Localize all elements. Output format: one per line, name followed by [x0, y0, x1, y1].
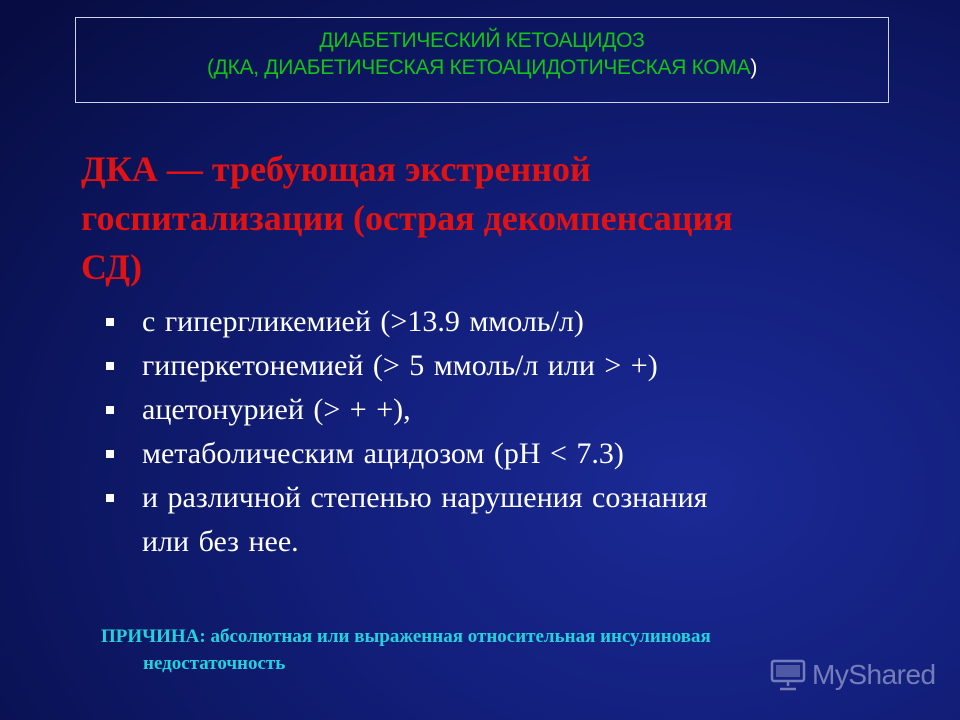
heading-line-3: СД) — [81, 247, 142, 287]
watermark-text: MyShared — [812, 659, 936, 690]
heading-line-2: госпитализации (острая декомпенсация — [81, 198, 733, 238]
bullet-item — [100, 476, 920, 564]
bullet-item — [100, 388, 920, 432]
square-bullet-icon — [106, 362, 114, 370]
square-bullet-icon — [106, 318, 114, 326]
bullet-item — [100, 432, 920, 476]
projector-screen-icon — [770, 658, 806, 692]
bullet-item — [100, 344, 920, 388]
bullet-text-continuation: или без нее. — [142, 525, 299, 558]
bullet-item — [100, 300, 920, 344]
bullet-text: и различной степенью нарушения сознания — [142, 481, 708, 514]
square-bullet-icon — [106, 406, 114, 414]
square-bullet-icon — [106, 450, 114, 458]
cause-line-2: недостаточность — [143, 653, 286, 674]
bullet-text: гиперкетонемией (> 5 ммоль/л или > +) — [142, 349, 658, 382]
watermark — [770, 655, 936, 695]
title-box — [75, 17, 889, 103]
bullet-text: с гипергликемией (>13.9 ммоль/л) — [142, 305, 584, 338]
title-closing-paren: ) — [750, 56, 758, 79]
cause-line-1: ПРИЧИНА: абсолютная или выраженная относительная инсулиновая — [101, 626, 711, 647]
bullet-list — [100, 300, 920, 564]
title-line-2 — [76, 54, 888, 81]
title-line-1: ДИАБЕТИЧЕСКИЙ КЕТОАЦИДОЗ — [319, 29, 645, 52]
title-line-2-text: (ДКА, ДИАБЕТИЧЕСКАЯ КЕТОАЦИДОТИЧЕСКАЯ КОМА — [206, 56, 751, 79]
bullet-text: ацетонурией (> + +), — [142, 393, 411, 426]
slide-heading — [81, 145, 921, 292]
heading-line-1: ДКА — требующая экстренной — [81, 149, 591, 189]
square-bullet-icon — [106, 494, 114, 502]
bullet-text: метаболическим ацидозом (pH < 7.3) — [142, 437, 624, 470]
